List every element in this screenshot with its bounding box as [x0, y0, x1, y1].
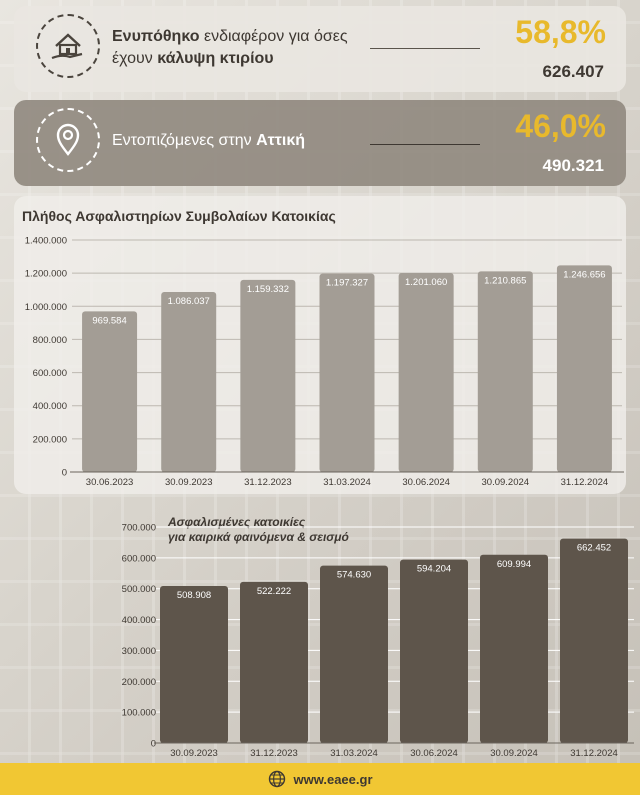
x-tick-label: 31.03.2024	[323, 477, 371, 488]
footer-website-link[interactable]: www.eaee.gr	[293, 771, 373, 787]
y-tick-label: 100.000	[121, 707, 156, 719]
bar	[240, 582, 308, 743]
chart-homes-title-line2: για καιρικά φαινόμενα & σεισμό	[168, 530, 349, 544]
bar	[160, 586, 228, 743]
y-tick-label: 200.000	[121, 676, 156, 688]
kpi-mortgage-text: Ενυπόθηκο ενδιαφέρον για όσες έχουν κάλυψη κτιρίου	[112, 28, 348, 67]
y-tick-label: 1.000.000	[24, 301, 67, 313]
y-tick-label: 400.000	[32, 401, 67, 413]
x-tick-label: 30.09.2024	[481, 477, 530, 488]
y-tick-label: 300.000	[121, 645, 156, 657]
x-tick-label: 30.06.2024	[410, 748, 458, 759]
globe-icon	[268, 770, 286, 788]
bar-value-label: 1.159.332	[246, 283, 289, 295]
kpi-attica-count: 490.321	[542, 156, 604, 175]
bar-value-label: 1.210.865	[484, 275, 527, 287]
kpi-attica-text: Εντοπιζόμενες στην Αττική	[112, 132, 306, 149]
bar-value-label: 1.086.037	[167, 296, 210, 308]
bar-value-label: 1.201.060	[405, 276, 448, 288]
y-tick-label: 0	[61, 467, 67, 479]
bar-value-label: 1.246.656	[563, 269, 606, 281]
chart-homes-title-line1: Ασφαλισμένες κατοικίες	[168, 515, 306, 529]
x-tick-label: 30.06.2024	[402, 477, 450, 488]
y-tick-label: 400.000	[121, 615, 156, 627]
x-tick-label: 31.12.2023	[250, 748, 298, 759]
y-tick-label: 1.400.000	[24, 235, 67, 247]
x-tick-label: 30.09.2023	[164, 477, 213, 488]
bar-value-label: 662.452	[576, 542, 612, 554]
bar-value-label: 574.630	[336, 569, 372, 581]
bar-value-label: 609.994	[496, 558, 532, 570]
y-tick-label: 700.000	[121, 522, 156, 534]
y-tick-label: 1.200.000	[24, 268, 67, 280]
bar	[320, 566, 388, 743]
kpi-attica-percent: 46,0%	[515, 108, 606, 144]
kpi-mortgage-percent: 58,8%	[515, 14, 606, 50]
x-tick-label: 31.12.2023	[244, 477, 292, 488]
kpi-mortgage-count: 626.407	[542, 62, 604, 81]
x-tick-label: 31.12.2024	[570, 748, 618, 759]
y-tick-label: 600.000	[32, 368, 67, 380]
y-tick-label: 0	[150, 738, 156, 750]
chart-policies-title: Πλήθος Ασφαλιστηρίων Συμβολαίων Κατοικίας	[22, 208, 336, 224]
bar-value-label: 1.197.327	[325, 277, 369, 289]
bar-value-label: 969.584	[92, 315, 127, 327]
bar-value-label: 594.204	[416, 563, 452, 575]
x-tick-label: 30.06.2023	[85, 477, 134, 488]
x-tick-label: 31.12.2024	[560, 477, 609, 488]
bar	[480, 555, 548, 743]
footer-bar	[0, 763, 640, 795]
x-tick-label: 31.03.2024	[330, 748, 378, 759]
bar	[560, 539, 628, 743]
bar-value-label: 522.222	[256, 585, 292, 597]
x-tick-label: 30.09.2024	[490, 748, 538, 759]
bar	[400, 560, 468, 743]
x-tick-label: 30.09.2023	[170, 748, 218, 759]
y-tick-label: 500.000	[121, 584, 156, 596]
y-tick-label: 600.000	[121, 553, 156, 565]
y-tick-label: 200.000	[32, 434, 67, 446]
y-tick-label: 800.000	[32, 334, 67, 346]
bar-value-label: 508.908	[176, 589, 212, 601]
